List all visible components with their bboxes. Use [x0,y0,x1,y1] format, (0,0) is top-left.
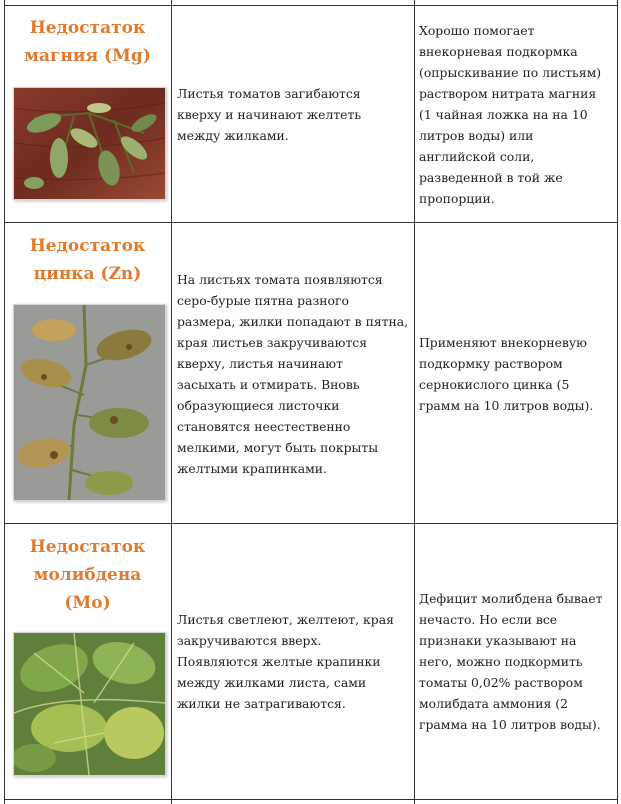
column-divider [4,0,5,804]
symptoms-zinc: На листьях томата появляются серо-бурые пятна разного размера, жилки попадают в пятна, края листьев закручиваются кверху, листья начинают засыхать и отмирать. Вновь образующиеся листочки становятся неестественно мелкими, могут быть покрыты желтыми крапинками. [177,272,409,476]
column-divider [414,0,415,804]
treatment-molybdenum: Дефицит молибдена бывает нечасто. Но если все признаки указывают на него, можно подкормить томаты 0,02% раствором молибдата аммония (2 грамма на 10 литров воды). [419,591,603,732]
zinc-leaf-photo [13,304,166,501]
row-divider [4,222,618,223]
column-divider [617,0,618,804]
symptoms-molybdenum: Листья светлеют, желтеют, края закручиваются вверх. Появляются желтые крапинки между жилками листа, сами жилки не затрагиваются. [177,612,394,711]
row-title-molybdenum: Недостаток молибдена (Mo) [29,537,146,613]
row-title-zinc: Недостаток цинка (Zn) [29,236,146,284]
row-divider [4,5,618,6]
treatment-magnesium: Хорошо помогает внекорневая подкормка (опрыскивание по листьям) раствором нитрата магния (1 чайная ложка на на 10 литров воды) или английской соли, разведенной в той же пропорции. [419,23,602,206]
symptoms-magnesium: Листья томатов загибаются кверху и начинают желтеть между жилками. [177,86,362,143]
row-divider [4,799,618,800]
column-divider [171,0,172,804]
deficiency-table [4,0,618,804]
row-title-magnesium: Недостаток магния (Mg) [24,18,151,66]
molybdenum-leaf-photo [13,632,166,776]
magnesium-leaf-photo [13,87,166,200]
treatment-zinc: Применяют внекорневую подкормку раствором сернокислого цинка (5 грамм на 10 литров воды). [419,335,594,413]
row-divider [4,523,618,524]
